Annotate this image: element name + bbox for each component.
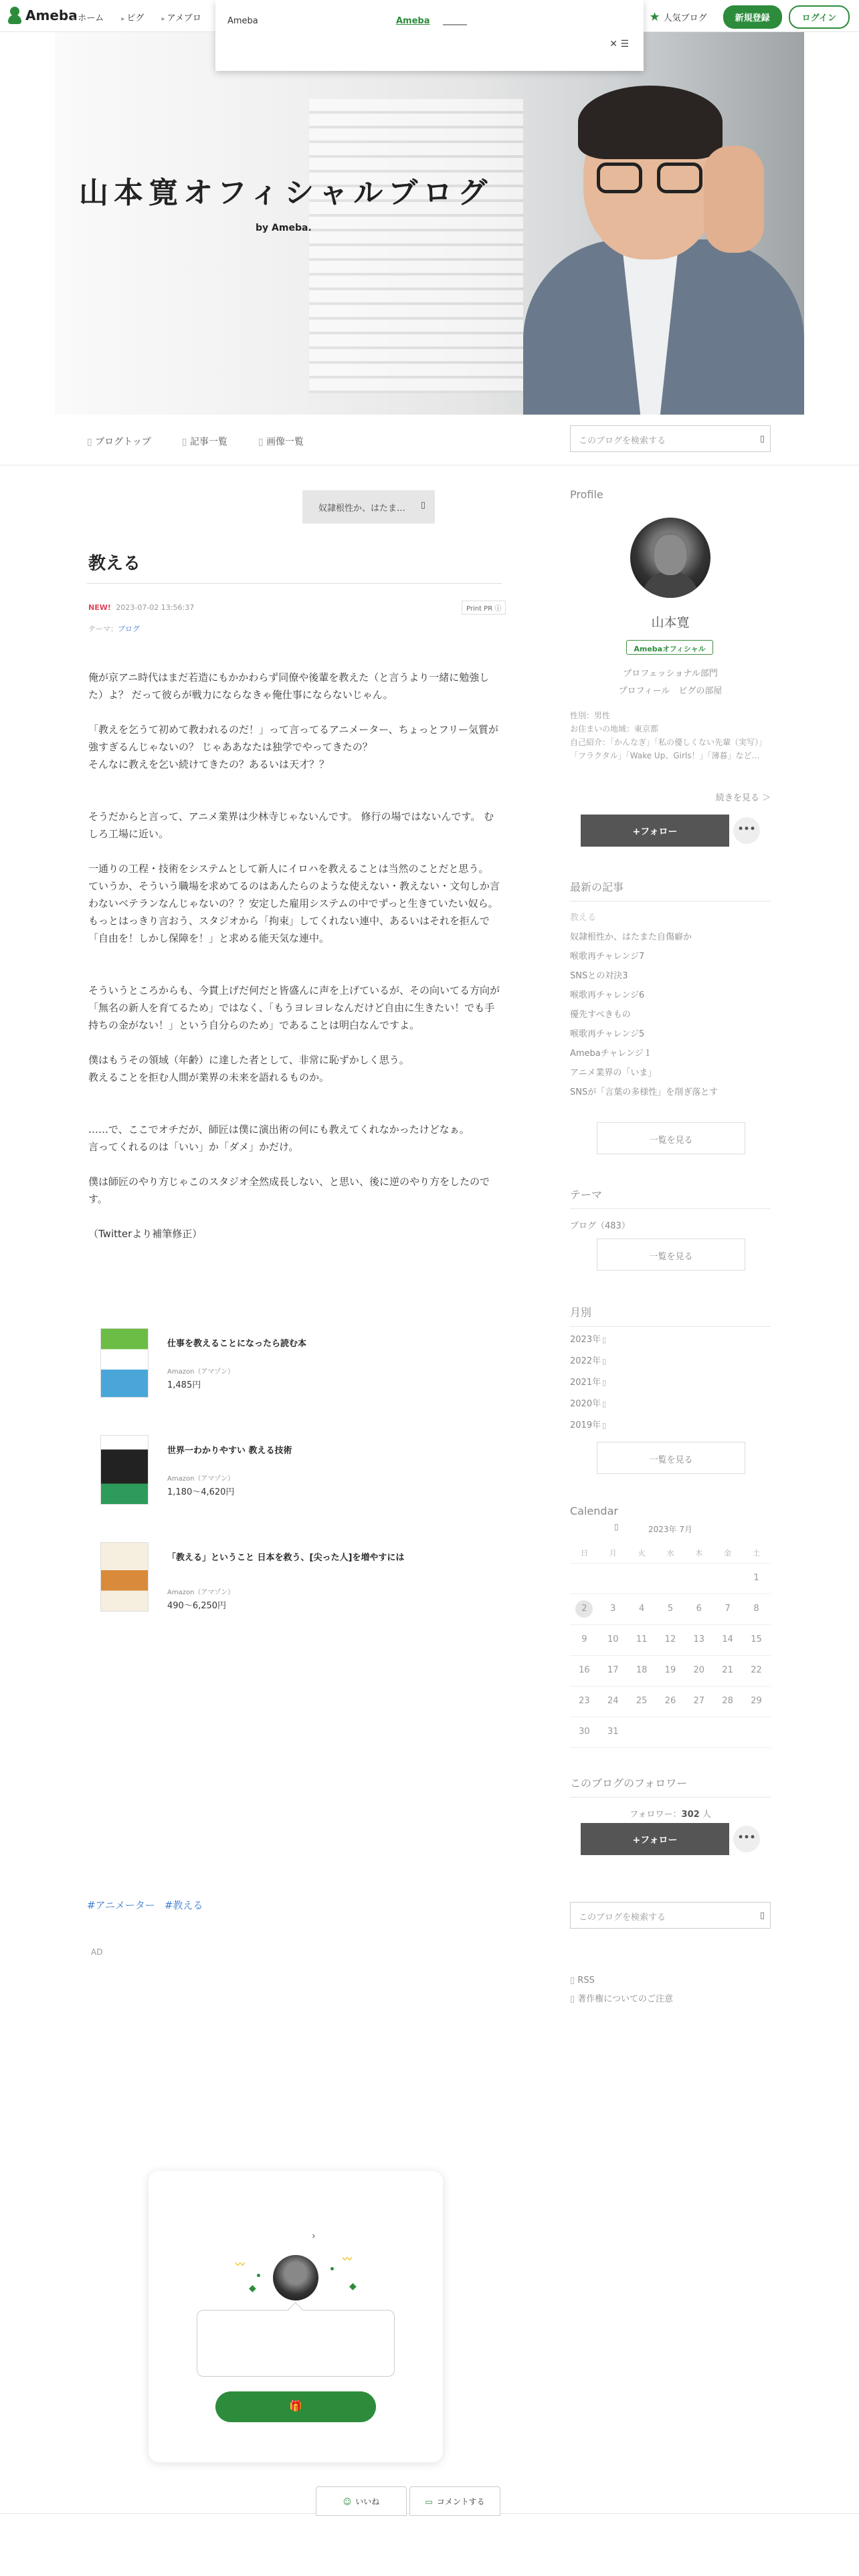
bottom-bar <box>0 2513 859 2576</box>
calendar-week <box>570 1625 771 1656</box>
header-dropdown-overlay <box>215 0 644 71</box>
calendar-day[interactable]: 11 <box>636 1634 648 1644</box>
entry-paragraph: そうだからと言って、アニメ業界は少林寺じゃないんです。 修行の場ではないんです。 むしろ工場に近い。 <box>88 811 494 840</box>
weekday-label: 木 <box>695 1549 703 1558</box>
month-item[interactable]: 2020年 ▯ <box>570 1394 771 1415</box>
prev-entry-button[interactable] <box>302 490 435 524</box>
calendar-day[interactable]: 10 <box>607 1634 619 1644</box>
follower-count-unit: 人 <box>702 1810 711 1820</box>
month-item[interactable]: 2022年 ▯ <box>570 1351 771 1372</box>
calendar-day[interactable]: 4 <box>638 1604 645 1614</box>
entry-paragraph: そんなに教えを乞い続けてきたの？あるいは天才？？ <box>88 758 330 770</box>
monthly-section <box>570 1304 771 1436</box>
entry-paragraph: 僕は師匠のやり方じゃこのスタジオ全然成長しない、と思い、後に逆のやり方をしたのです。 <box>88 1176 490 1205</box>
entry-theme <box>88 623 140 634</box>
recent-item[interactable]: 優先すべきもの <box>570 1010 631 1020</box>
month-heading: 月別 <box>570 1304 771 1327</box>
blog-search-input-2[interactable] <box>570 1902 771 1929</box>
book-title[interactable]: 仕事を教えることになったら読む本 <box>167 1339 307 1349</box>
month-item[interactable]: 2021年 ▯ <box>570 1372 771 1394</box>
calendar-day <box>628 1717 656 1747</box>
like-label: いいね <box>355 2497 380 2506</box>
calendar-day <box>742 1717 771 1747</box>
print-pr-badge[interactable]: Print PR ⓘ <box>462 601 506 615</box>
calendar-day[interactable]: 31 <box>607 1727 619 1737</box>
recent-item[interactable]: 奴隷根性か、はたまた自傷癖か <box>570 932 692 942</box>
profile-intro: 自己紹介：「かんなぎ」「私の優しくない先輩（実写）」「フラクタル」「Wake Up、Girls！」「薄暮」など… <box>570 738 767 760</box>
calendar-week <box>570 1687 771 1717</box>
entry-meta <box>88 603 194 612</box>
follow-button[interactable]: +フォロー <box>581 815 729 847</box>
calendar-day[interactable]: 15 <box>751 1634 762 1644</box>
profile-more-link[interactable]: 続きを見る ＞ <box>715 793 771 803</box>
calendar-week <box>570 1594 771 1625</box>
prev-entry-label: 奴隷根性か、はたま… <box>318 504 406 514</box>
book-source: Amazon（アマゾン） <box>167 1475 235 1483</box>
theme-item[interactable]: ブログ（483） <box>570 1221 630 1231</box>
calendar-day <box>713 1717 742 1747</box>
register-button[interactable]: 新規登録 <box>723 5 782 29</box>
entry-paragraph: もっとはっきり言おう、スタジオから「拘束」してくれない連中、あるいはそれを拒んで「自由を！しかし保障を！」と求める能天気な連中。 <box>88 915 490 944</box>
entry-paragraph: 教えることを拒む人間が業界の未来を語れるものか。 <box>88 1071 330 1083</box>
theme-heading: テーマ <box>570 1186 771 1209</box>
weekday-label: 金 <box>724 1549 732 1558</box>
calendar-day[interactable]: 21 <box>722 1665 733 1675</box>
weekday-label: 土 <box>752 1549 760 1558</box>
global-nav <box>72 11 201 23</box>
chevron-right-icon[interactable]: › <box>312 2231 316 2242</box>
calendar-day[interactable]: 30 <box>579 1727 590 1737</box>
calendar-day <box>599 1564 628 1594</box>
calendar-day[interactable]: 13 <box>693 1634 705 1644</box>
like-button[interactable] <box>316 2486 407 2516</box>
blog-header-image[interactable] <box>55 32 804 415</box>
book-cover-image <box>100 1435 149 1505</box>
book-card[interactable] <box>100 1542 502 1616</box>
entry-paragraph: （Twitterより補筆修正） <box>88 1228 203 1240</box>
hashtag-link[interactable]: #アニメーター <box>87 1899 155 1911</box>
dropdown-link[interactable]: Ameba <box>396 16 430 26</box>
calendar-day[interactable]: 9 <box>581 1634 587 1644</box>
book-source: Amazon（アマゾン） <box>167 1589 235 1596</box>
dropdown-close-icon[interactable]: ✕ ☰ <box>609 39 629 49</box>
confetti-icon: ◆ <box>349 2281 357 2292</box>
calendar-day[interactable]: 14 <box>722 1634 733 1644</box>
prev-entry-icon: ▯ <box>420 500 425 510</box>
theme-label: テーマ： <box>88 625 118 633</box>
calendar-day[interactable]: 1 <box>753 1573 759 1583</box>
calendar-day[interactable] <box>570 1594 599 1624</box>
message-bubble[interactable] <box>197 2310 395 2377</box>
profile-gender: 性別：男性 <box>570 711 611 720</box>
entry-title[interactable]: 教える <box>88 554 141 574</box>
calendar-prev-icon[interactable]: ▯ <box>614 1522 619 1531</box>
confetti-icon: 〰 <box>343 2254 352 2265</box>
calendar-day <box>656 1717 685 1747</box>
calendar-day[interactable]: 7 <box>725 1604 731 1614</box>
theme-link[interactable]: ブログ <box>118 625 140 633</box>
profile-avatar[interactable] <box>630 518 710 598</box>
calendar-day[interactable]: 20 <box>693 1665 705 1675</box>
search-placeholder: このブログを検索する <box>579 436 666 446</box>
month-list <box>570 1329 771 1436</box>
recent-entries <box>570 879 771 1102</box>
profile-category[interactable]: プロフェッショナル部門 <box>623 669 718 679</box>
confetti-icon: • <box>329 2264 335 2275</box>
entry-paragraph: 一通りの工程・技術をシステムとして新人にイロハを教えることは当然のことだと思う。 <box>88 863 489 875</box>
confetti-icon: 〰 <box>235 2260 245 2270</box>
entry-paragraph: 「教えを乞うて初めて教われるのだ！」って言ってるアニメーター、ちょっとフリー気質が強すぎるんじゃないの？ じゃああなたは独学でやってきたの？ <box>88 724 499 753</box>
recent-item[interactable]: Amebaチャレンジ１ <box>570 1049 652 1059</box>
calendar-day[interactable]: 12 <box>664 1634 676 1644</box>
nav-blog-top[interactable]: ▯ ブログトップ <box>87 435 151 448</box>
gift-icon: 🎁 <box>289 2399 302 2412</box>
official-badge: Amebaオフィシャル <box>626 640 713 655</box>
recent-item[interactable]: 喉歌再チャレンジ6 <box>570 990 645 1000</box>
recent-item[interactable]: アニメ業界の「いま」 <box>570 1068 657 1078</box>
weekday-label: 日 <box>580 1549 588 1558</box>
entry-paragraph: 言ってくれるのは「いい」か「ダメ」かだけ。 <box>88 1141 299 1153</box>
more-options-icon-2[interactable]: ••• <box>733 1826 760 1852</box>
book-card[interactable] <box>100 1328 502 1402</box>
by-ameba-mark: by Ameba. <box>256 223 312 233</box>
book-source: Amazon（アマゾン） <box>167 1368 235 1376</box>
profile-name[interactable]: 山本寛 <box>651 615 690 630</box>
weekday-label: 水 <box>666 1549 674 1558</box>
month-item[interactable]: 2019年 ▯ <box>570 1415 771 1436</box>
book-card[interactable] <box>100 1435 502 1509</box>
star-icon: ★ <box>649 10 660 24</box>
calendar-day[interactable]: 23 <box>579 1696 590 1706</box>
calendar-day <box>684 1717 713 1747</box>
book-title[interactable]: 「教える」ということ 日本を救う、[尖った人]を増やすには <box>167 1553 405 1563</box>
follow-button-2[interactable]: +フォロー <box>581 1823 729 1855</box>
book-price: 1,485円 <box>167 1380 201 1390</box>
calendar-week <box>570 1564 771 1594</box>
ad-label: AD <box>91 1947 103 1957</box>
more-options-icon[interactable]: ••• <box>733 817 760 844</box>
recent-item[interactable]: 喉歌再チャレンジ7 <box>570 952 645 962</box>
nav-image-list[interactable]: ▯ 画像一覧 <box>258 435 304 448</box>
calendar-day[interactable]: 3 <box>610 1604 616 1614</box>
recent-heading: 最新の記事 <box>570 879 771 901</box>
calendar-day[interactable]: 5 <box>667 1604 674 1614</box>
nav-home[interactable]: ▸ ホーム <box>72 11 104 23</box>
profile-links[interactable]: プロフィール ピグの部屋 <box>618 686 723 696</box>
weekday-label: 月 <box>609 1549 617 1558</box>
entry-paragraph: ……で、ここでオチだが、師匠は僕に演出術の何にも教えてくれなかったけどなぁ。 <box>88 1123 470 1136</box>
calendar-day[interactable]: 29 <box>751 1696 762 1706</box>
logo-text: Ameba <box>25 7 78 23</box>
entry-paragraph: 俺が京アニ時代はまだ若造にもかかわらず同僚や後輩を教えた（と言うより一緒に勉強した）よ？ だって彼らが戦力にならなきゃ俺仕事にならないじゃん。 <box>88 671 490 701</box>
calendar-day <box>684 1564 713 1594</box>
calendar-day[interactable]: 18 <box>636 1665 648 1675</box>
entry-paragraph: ていうか、そういう職場を求めてるのはあんたらのような使えない・教えない・文句しか言わないベテランなんじゃないの？？安定した雇用システムの中でずっと生きていたい奴ら。 <box>88 880 500 909</box>
confetti-icon: ◆ <box>249 2283 256 2294</box>
calendar-day[interactable]: 24 <box>607 1696 619 1706</box>
recent-see-all-button[interactable]: 一覧を見る <box>597 1122 745 1154</box>
calendar-weekdays <box>570 1545 771 1564</box>
weekday-label: 火 <box>638 1549 646 1558</box>
recent-item[interactable]: 喉歌再チャレンジ5 <box>570 1029 645 1039</box>
comment-label: コメントする <box>436 2497 485 2506</box>
dropdown-label: Ameba <box>227 16 258 26</box>
follower-count-label: フォロワー： <box>630 1810 682 1820</box>
dropdown-underline <box>443 24 467 25</box>
login-button[interactable]: ログイン <box>789 5 850 29</box>
calendar-day[interactable]: 16 <box>579 1665 590 1675</box>
nav-entry-list[interactable]: ▯ 記事一覧 <box>182 435 227 448</box>
entry-date: 2023-07-02 13:56:37 <box>116 603 195 612</box>
header-actions <box>649 5 850 29</box>
calendar-day <box>570 1564 599 1594</box>
calendar-day <box>713 1564 742 1594</box>
author-avatar[interactable] <box>273 2255 318 2300</box>
smile-icon: ☺ <box>343 2497 352 2506</box>
confetti-icon: • <box>256 2271 262 2282</box>
calendar-month: 2023年 7月 <box>648 1525 692 1534</box>
calendar-day[interactable]: 8 <box>753 1604 759 1614</box>
recent-list <box>570 908 771 1102</box>
nav-pigg[interactable]: ▸ ピグ <box>121 11 144 23</box>
hashtag-list <box>87 1898 203 1912</box>
calendar-grid <box>570 1545 771 1748</box>
title-divider <box>87 583 502 584</box>
entry-paragraph: 僕はもうその領域（年齢）に達した者として、非常に恥ずかしく思う。 <box>88 1054 409 1066</box>
entry-paragraph: そういうところからも、今貫上げだ何だと皆盛んに声を上げているが、その向いてる方向が「無名の新人を育てるため」ではなく、「もうヨレヨレなんだけど自由に生きたい！でも手持ちの金がない！」という自分らのため」であることは明白なんですよ。 <box>88 984 500 1031</box>
book-price: 1,180〜4,620円 <box>167 1487 235 1497</box>
calendar-week <box>570 1656 771 1687</box>
search-icon[interactable]: ▯ <box>759 434 765 444</box>
month-see-all-button[interactable]: 一覧を見る <box>597 1442 745 1474</box>
calendar-day[interactable]: 26 <box>664 1696 676 1706</box>
profile-location: お住まいの地域：東京都 <box>570 724 659 734</box>
recent-item[interactable]: SNSとの対決3 <box>570 971 628 981</box>
blog-search-input[interactable] <box>570 425 771 452</box>
calendar-week <box>570 1717 771 1748</box>
calendar-day[interactable]: 22 <box>751 1665 762 1675</box>
recent-item[interactable]: 教える <box>570 913 597 923</box>
theme-see-all-button[interactable]: 一覧を見る <box>597 1239 745 1271</box>
popular-blog-label: 人気ブログ <box>663 13 707 23</box>
calendar-day[interactable]: 28 <box>722 1696 733 1706</box>
entry-body <box>88 669 500 1243</box>
book-title[interactable]: 世界一わかりやすい 教える技術 <box>167 1446 292 1456</box>
calendar-heading <box>570 1505 771 1524</box>
profile-heading <box>570 488 771 508</box>
calendar-day[interactable]: 25 <box>636 1696 648 1706</box>
calendar-day <box>628 1564 656 1594</box>
search-icon[interactable]: ▯ <box>759 1911 765 1921</box>
calendar-day[interactable]: 6 <box>696 1604 702 1614</box>
calendar-day[interactable]: 27 <box>693 1696 705 1706</box>
window-blind-graphic <box>309 99 523 393</box>
nav-ameblo[interactable]: ▸ アメブロ <box>161 11 201 23</box>
recent-item[interactable]: SNSが「言葉の多様性」を削ぎ落とす <box>570 1087 719 1097</box>
followers-heading: このブログのフォロワー <box>570 1775 771 1798</box>
month-item[interactable]: 2023年 ▯ <box>570 1329 771 1351</box>
book-price: 490〜6,250円 <box>167 1601 227 1611</box>
popular-blog-link[interactable] <box>649 10 706 24</box>
calendar-day[interactable]: 19 <box>664 1665 676 1675</box>
followers-section <box>570 1775 771 1798</box>
gift-button[interactable] <box>215 2391 376 2422</box>
calendar-day[interactable]: 17 <box>607 1665 619 1675</box>
hashtag-link[interactable]: #教える <box>164 1899 203 1911</box>
ameba-logo-icon <box>8 7 21 24</box>
book-cover-image <box>100 1328 149 1398</box>
rss-link[interactable]: ▯ RSS <box>570 1971 673 1990</box>
profile-info <box>570 709 771 762</box>
comment-button[interactable] <box>409 2486 500 2516</box>
sidebar-footer-links <box>570 1971 673 2009</box>
profile-heading-text: Profile <box>570 488 603 501</box>
ameba-logo[interactable] <box>8 7 78 24</box>
calendar-heading-text: Calendar <box>570 1505 618 1517</box>
reaction-card <box>149 2171 443 2462</box>
theme-section <box>570 1186 771 1231</box>
copyright-link[interactable]: ▯ 著作権についてのご注意 <box>570 1990 673 2009</box>
new-badge: NEW! <box>88 603 111 612</box>
search-placeholder: このブログを検索する <box>579 1913 666 1923</box>
calendar-today-marker[interactable]: 2 <box>575 1600 593 1618</box>
blog-title: 山本寛オフィシャルブログ <box>79 176 493 210</box>
follower-count-value: 302 <box>681 1810 700 1820</box>
blog-subnav <box>0 415 859 465</box>
follower-count[interactable] <box>570 1807 771 1820</box>
author-photo <box>516 72 804 415</box>
blog-nav-links <box>87 435 304 448</box>
comment-icon: ▭ <box>425 2497 433 2506</box>
calendar-day <box>656 1564 685 1594</box>
book-cover-image <box>100 1542 149 1612</box>
